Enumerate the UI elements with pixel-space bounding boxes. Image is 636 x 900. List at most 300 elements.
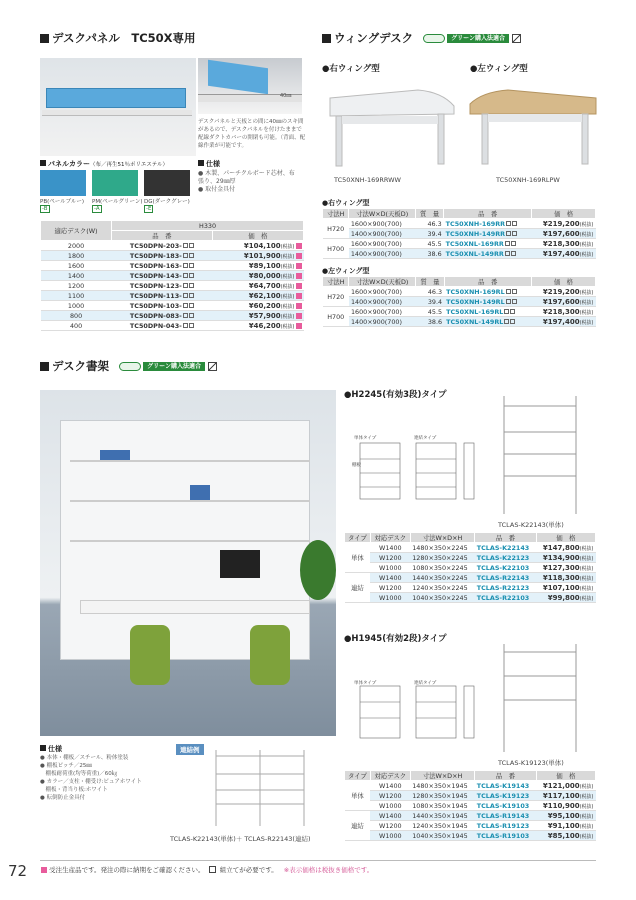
desk-cell: W1200 <box>370 583 410 593</box>
desk-width-cell: 400 <box>41 321 112 331</box>
col-price-header: 価 格 <box>212 231 303 241</box>
product-code-cell: TC50XNL-169RL <box>444 307 531 317</box>
price-cell: ¥118,300(税抜) <box>536 573 595 583</box>
tax-note: (税抜) <box>579 803 594 810</box>
table-row <box>323 239 596 249</box>
product-code-cell: TCLAS-K19143 <box>475 781 536 791</box>
table-row <box>41 321 304 331</box>
tax-note: (税抜) <box>579 319 594 326</box>
product-code-cell: TCLAS-R22103 <box>475 593 536 603</box>
price-cell: ¥134,900(税抜) <box>536 553 595 563</box>
column-header: 寸法W×D(天板D) <box>349 209 416 219</box>
size-cell: 1400×900(700) <box>349 297 416 307</box>
table-row <box>41 311 304 321</box>
shelf-spec-item: ● 棚板ピッチ／25㎜ <box>40 763 92 769</box>
desk-cell: W1400 <box>370 781 410 791</box>
tax-note: (税抜) <box>579 783 594 790</box>
swatch-pm-code: -A <box>94 206 100 212</box>
tax-note: (税抜) <box>280 313 295 320</box>
price-cell: ¥99,800(税抜) <box>536 593 595 603</box>
panel-spec-title: 仕様 <box>198 159 220 169</box>
column-header: 対応デスク <box>370 771 410 781</box>
made-to-order-icon <box>296 323 302 329</box>
panel-photo-note: デスクパネルと天板との間に40㎜のスキ間があるので、デスクパネルを付けたままで配線ダクトカバーの開閉も可能。（背面、配線作業が可能です。 <box>198 119 306 149</box>
tax-note: (税抜) <box>579 251 594 258</box>
size-cell: 1440×350×2245 <box>410 573 475 583</box>
table-row <box>41 291 304 301</box>
tax-note: (税抜) <box>280 243 295 250</box>
price-cell: ¥60,200(税抜) <box>212 301 303 311</box>
tax-note: (税抜) <box>280 323 295 330</box>
type-cell: 単体 <box>345 781 371 811</box>
height-cell: H700 <box>323 307 349 327</box>
eco-leaf-icon <box>423 34 445 43</box>
table-header-row <box>345 533 596 543</box>
column-header: タイプ <box>345 533 371 543</box>
product-code-cell: TCLAS-R19143 <box>475 811 536 821</box>
tax-note: (税抜) <box>280 273 295 280</box>
product-code-cell: TC50XNL-169RR <box>444 239 532 249</box>
table-row <box>345 583 596 593</box>
product-code-cell: TC50DPN-103- <box>112 301 213 311</box>
table-row <box>345 791 596 801</box>
price-cell: ¥219,200(税抜) <box>531 287 595 297</box>
made-to-order-icon <box>296 293 302 299</box>
product-code-cell: TC50XNH-169RR <box>444 219 532 229</box>
size-cell: 1600×900(700) <box>349 219 416 229</box>
table-row <box>323 317 596 327</box>
h1945-price-table <box>344 770 596 841</box>
product-code-cell: TC50DPN-183- <box>112 251 213 261</box>
panel-section-title: デスクパネル TC50X専用 <box>40 30 196 46</box>
color-code-box-icon <box>506 221 511 226</box>
diagram-link-label-2: 連結タイプ <box>414 681 437 686</box>
desk-width-cell: 1600 <box>41 261 112 271</box>
size-cell: 1400×900(700) <box>349 229 416 239</box>
price-cell: ¥91,100(税抜) <box>536 821 595 831</box>
mass-cell: 45.5 <box>415 239 443 249</box>
product-code-cell: TC50DPN-043- <box>112 321 213 331</box>
color-code-box-icon <box>183 273 188 278</box>
table-row <box>323 249 596 259</box>
link-example-image <box>212 746 308 830</box>
eco-leaf-icon <box>119 362 141 371</box>
color-code-box-icon <box>504 309 509 314</box>
h1945-caption: TCLAS-K19123(単体) <box>498 759 564 767</box>
link-example-badge: 連結例 <box>176 744 204 755</box>
swatch-dg-label: DG(ダークグレー) <box>144 199 190 205</box>
diagram-shelf-label: 棚板 <box>352 463 361 468</box>
product-code-cell: TC50DPN-113- <box>112 291 213 301</box>
column-header: 寸法W×D×H <box>410 533 475 543</box>
table-row <box>41 241 304 251</box>
price-cell: ¥62,100(税抜) <box>212 291 303 301</box>
square-bullet-icon <box>40 362 49 371</box>
right-wing-table-heading: ●右ウィング型 <box>322 199 370 207</box>
table-row <box>345 543 596 553</box>
size-cell: 1040×350×1945 <box>410 831 475 841</box>
diagram-link-label: 連結タイプ <box>414 436 437 441</box>
table-header-row <box>345 771 596 781</box>
product-code-cell: TCLAS-K22123 <box>475 553 536 563</box>
color-code-box-icon <box>183 283 188 288</box>
tax-note: (税抜) <box>579 575 594 582</box>
wing-left-title: ●左ウィング型 <box>470 64 528 74</box>
desk-cell: W1000 <box>370 831 410 841</box>
height-cell: H720 <box>323 287 349 307</box>
desk-cell: W1000 <box>370 593 410 603</box>
product-code-cell: TC50XNH-169RL <box>444 287 531 297</box>
color-code-box-icon <box>189 273 194 278</box>
price-cell: ¥219,200(税抜) <box>532 219 596 229</box>
shelf-spec-item: 棚板・背当り板:ホワイト <box>45 787 108 793</box>
tax-note: (税抜) <box>280 253 295 260</box>
price-cell: ¥46,200(税抜) <box>212 321 303 331</box>
col-width-header: 適応デスク(W) <box>41 221 112 241</box>
page-number: 72 <box>8 862 28 880</box>
color-code-box-icon <box>183 243 188 248</box>
table-row <box>345 801 596 811</box>
footer-notes <box>40 865 373 874</box>
color-code-box-icon <box>511 251 516 256</box>
shelf-spec-item: ● カラー／支柱・棚受け:ピュアホワイト <box>40 779 142 785</box>
color-code-box-icon <box>183 253 188 258</box>
h1945-shelf-image <box>500 640 582 756</box>
color-code-box-icon <box>183 313 188 318</box>
color-code-box-icon <box>504 319 509 324</box>
color-code-box-icon <box>189 303 194 308</box>
type-cell: 連結 <box>345 573 371 603</box>
swatch-pb-label: PB(ペールブルー) <box>40 199 85 205</box>
table-row <box>323 297 596 307</box>
column-header: 価 格 <box>531 277 595 287</box>
color-code-box-icon <box>189 253 194 258</box>
column-header: 寸法H <box>323 277 349 287</box>
table-row <box>345 593 596 603</box>
made-to-order-icon <box>296 273 302 279</box>
table-row <box>345 831 596 841</box>
tax-note: (税抜) <box>579 309 594 316</box>
color-code-box-icon <box>506 299 511 304</box>
h2245-title: ●H2245(有効3段)タイプ <box>344 390 447 400</box>
left-wing-table-heading: ●左ウィング型 <box>322 267 370 275</box>
panel-spec-list <box>198 170 298 194</box>
price-cell: ¥197,600(税抜) <box>531 297 595 307</box>
price-cell: ¥218,300(税抜) <box>532 239 596 249</box>
shelf-spec-title: 仕様 <box>40 744 62 754</box>
desk-width-cell: 1000 <box>41 301 112 311</box>
column-header: 品 番 <box>475 771 536 781</box>
table-row <box>345 811 596 821</box>
product-code-cell: TCLAS-R19123 <box>475 821 536 831</box>
mass-cell: 38.6 <box>416 317 444 327</box>
table-row <box>345 573 596 583</box>
color-code-box-icon <box>510 319 515 324</box>
size-cell: 1400×900(700) <box>349 249 416 259</box>
panel-photo-detail <box>198 58 302 114</box>
price-cell: ¥107,100(税抜) <box>536 583 595 593</box>
size-cell: 1480×350×1945 <box>410 781 475 791</box>
product-code-cell: TC50XNL-149RR <box>444 249 532 259</box>
tax-note: (税抜) <box>579 585 594 592</box>
assembly-tool-icon <box>512 34 521 43</box>
swatch-dark-gray <box>144 170 190 196</box>
color-code-box-icon <box>512 221 517 226</box>
size-cell: 1240×350×1945 <box>410 821 475 831</box>
shelf-spec-item: ● 本体・棚板／スチール、粉体塗装 <box>40 755 129 761</box>
size-cell: 1600×900(700) <box>349 307 416 317</box>
wing-section-title: ウィングデスク グリーン購入法適合 <box>322 30 521 46</box>
color-code-box-icon <box>189 263 194 268</box>
price-cell: ¥127,300(税抜) <box>536 563 595 573</box>
assembly-required-icon <box>209 866 216 873</box>
mass-cell: 46.3 <box>416 287 444 297</box>
column-header: 質 量 <box>415 209 443 219</box>
diagram-single-label: 単体タイプ <box>354 436 377 441</box>
price-cell: ¥64,700(税抜) <box>212 281 303 291</box>
price-cell: ¥121,000(税抜) <box>536 781 595 791</box>
size-cell: 1040×350×2245 <box>410 593 475 603</box>
table-row <box>345 553 596 563</box>
right-wing-caption: TC50XNH-169RRWW <box>334 176 401 184</box>
shelf-spec-item: 棚板耐荷重(均等荷重)／60㎏ <box>45 771 118 777</box>
mass-cell: 39.4 <box>416 297 444 307</box>
product-code-cell: TC50DPN-203- <box>112 241 213 251</box>
table-header-row <box>323 277 596 287</box>
tax-note: (税抜) <box>579 833 594 840</box>
shelf-spec-item: ● 転倒防止金具付 <box>40 795 86 801</box>
h2245-price-table <box>344 532 596 603</box>
desk-cell: W1400 <box>370 543 410 553</box>
color-code-box-icon <box>189 313 194 318</box>
table-row <box>345 821 596 831</box>
price-cell: ¥197,400(税抜) <box>531 317 595 327</box>
price-cell: ¥57,900(税抜) <box>212 311 303 321</box>
made-to-order-icon <box>296 243 302 249</box>
mass-cell: 46.3 <box>415 219 443 229</box>
price-cell: ¥147,800(税抜) <box>536 543 595 553</box>
desk-cell: W1200 <box>370 821 410 831</box>
swatch-dg-code: -E <box>146 206 152 212</box>
price-cell: ¥218,300(税抜) <box>531 307 595 317</box>
product-code-cell: TC50DPN-123- <box>112 281 213 291</box>
column-header: タイプ <box>345 771 371 781</box>
product-code-cell: TC50XNL-149RL <box>444 317 531 327</box>
price-cell: ¥80,000(税抜) <box>212 271 303 281</box>
panel-spec-item: ● 木製、パーチクルボード芯材、布張り、29㎜厚 <box>198 170 295 185</box>
tax-note: (税抜) <box>579 813 594 820</box>
office-shelf-photo <box>40 390 336 736</box>
type-cell: 連結 <box>345 811 371 841</box>
color-code-box-icon <box>505 251 510 256</box>
product-code-cell: TC50XNH-149RL <box>444 297 531 307</box>
mass-cell: 38.6 <box>415 249 443 259</box>
color-code-box-icon <box>506 289 511 294</box>
footer-divider <box>40 860 596 861</box>
made-to-order-icon <box>296 303 302 309</box>
size-cell: 1600×900(700) <box>349 239 416 249</box>
mass-cell: 45.5 <box>416 307 444 317</box>
color-code-box-icon <box>510 309 515 314</box>
tax-note: (税抜) <box>579 793 594 800</box>
tax-note: (税抜) <box>579 299 594 306</box>
column-header: 寸法H <box>323 209 349 219</box>
column-header: 品 番 <box>444 209 532 219</box>
table-row <box>41 271 304 281</box>
tax-note: (税抜) <box>579 595 594 602</box>
right-wing-table <box>322 208 596 259</box>
size-cell: 1280×350×1945 <box>410 791 475 801</box>
column-header: 寸法W×D(天板D) <box>349 277 416 287</box>
color-code-box-icon <box>505 241 510 246</box>
color-code-box-icon <box>183 263 188 268</box>
product-code-cell: TC50DPN-143- <box>112 271 213 281</box>
size-cell: 1440×350×1945 <box>410 811 475 821</box>
color-code-box-icon <box>511 241 516 246</box>
column-header: 質 量 <box>416 277 444 287</box>
size-cell: 1280×350×2245 <box>410 553 475 563</box>
tax-note: (税抜) <box>579 289 594 296</box>
height-cell: H720 <box>323 219 349 239</box>
table-row <box>41 251 304 261</box>
left-wing-table <box>322 276 596 327</box>
column-header: 対応デスク <box>370 533 410 543</box>
table-row <box>41 301 304 311</box>
table-row <box>323 287 596 297</box>
table-header-row <box>323 209 596 219</box>
tax-note: (税抜) <box>579 241 594 248</box>
table-row <box>345 563 596 573</box>
product-code-cell: TCLAS-R19103 <box>475 831 536 841</box>
product-code-cell: TCLAS-K22103 <box>475 563 536 573</box>
price-cell: ¥101,900(税抜) <box>212 251 303 261</box>
product-code-cell: TCLAS-K19103 <box>475 801 536 811</box>
product-code-cell: TC50XNH-149RR <box>444 229 532 239</box>
tax-note: (税抜) <box>280 303 295 310</box>
desk-cell: W1000 <box>370 563 410 573</box>
shelf-spec-list <box>40 754 170 802</box>
price-cell: ¥85,100(税抜) <box>536 831 595 841</box>
color-code-box-icon <box>189 293 194 298</box>
color-code-box-icon <box>183 293 188 298</box>
price-cell: ¥117,100(税抜) <box>536 791 595 801</box>
product-code-cell: TC50DPN-083- <box>112 311 213 321</box>
size-cell: 1600×900(700) <box>349 287 416 297</box>
price-cell: ¥110,900(税抜) <box>536 801 595 811</box>
gap-dimension-label: 40㎜ <box>280 93 292 99</box>
desk-width-cell: 1400 <box>41 271 112 281</box>
made-to-order-icon <box>296 313 302 319</box>
desk-width-cell: 1800 <box>41 251 112 261</box>
swatch-pb-code: -B <box>42 206 48 212</box>
product-code-cell: TCLAS-R22143 <box>475 573 536 583</box>
wing-right-title: ●右ウィング型 <box>322 64 380 74</box>
table-row <box>323 219 596 229</box>
diagram-single-label-2: 単体タイプ <box>354 681 377 686</box>
color-code-box-icon <box>512 299 517 304</box>
tax-note: (税抜) <box>579 545 594 552</box>
footer-note-tax: ※表示価格は税抜き価格です。 <box>283 866 374 874</box>
h2245-caption: TCLAS-K22143(単体) <box>498 521 564 529</box>
tax-note: (税抜) <box>579 565 594 572</box>
panel-spec-item: ● 取付金具付 <box>198 186 236 193</box>
size-cell: 1400×900(700) <box>349 317 416 327</box>
size-cell: 1080×350×2245 <box>410 563 475 573</box>
price-cell: ¥104,100(税抜) <box>212 241 303 251</box>
color-code-box-icon <box>183 323 188 328</box>
tax-note: (税抜) <box>280 293 295 300</box>
swatch-pale-blue <box>40 170 86 196</box>
size-cell: 1240×350×2245 <box>410 583 475 593</box>
color-code-box-icon <box>512 231 517 236</box>
desk-width-cell: 1100 <box>41 291 112 301</box>
mass-cell: 39.4 <box>415 229 443 239</box>
color-code-box-icon <box>183 303 188 308</box>
table-row <box>323 229 596 239</box>
panel-price-table <box>40 220 304 331</box>
panel-photo-main <box>40 58 196 156</box>
swatch-pm-label: PM(ペールグリーン) <box>92 199 143 205</box>
tax-note: (税抜) <box>280 263 295 270</box>
panel-color-title: パネルカラー（布／再生51％ポリエステル） <box>40 159 168 169</box>
product-code-cell: TCLAS-R22123 <box>475 583 536 593</box>
made-to-order-icon <box>41 867 47 873</box>
tax-note: (税抜) <box>579 823 594 830</box>
height-cell: H700 <box>323 239 349 259</box>
swatch-pale-green <box>92 170 138 196</box>
footer-note-order: 受注生産品です。発注の際に納期をご確認ください。 <box>49 866 205 874</box>
link-example-caption: TCLAS-K22143(単体)＋ TCLAS-R22143(連結) <box>170 835 311 843</box>
column-header: 寸法W×D×H <box>410 771 475 781</box>
column-header: 価 格 <box>532 209 596 219</box>
column-header: 品 番 <box>475 533 536 543</box>
desk-cell: W1200 <box>370 791 410 801</box>
price-cell: ¥197,600(税抜) <box>532 229 596 239</box>
made-to-order-icon <box>296 253 302 259</box>
desk-width-cell: 1200 <box>41 281 112 291</box>
tax-note: (税抜) <box>280 283 295 290</box>
desk-cell: W1000 <box>370 801 410 811</box>
tax-note: (税抜) <box>579 221 594 228</box>
square-bullet-icon <box>40 34 49 43</box>
price-cell: ¥197,400(税抜) <box>532 249 596 259</box>
green-purchase-badge: グリーン購入法適合 <box>423 34 521 44</box>
table-row <box>41 281 304 291</box>
footer-note-assembly: 組立てが必要です。 <box>219 866 278 874</box>
desk-width-cell: 800 <box>41 311 112 321</box>
assembly-tool-icon <box>208 362 217 371</box>
right-wing-desk-image <box>322 76 462 172</box>
table-row <box>345 781 596 791</box>
product-code-cell: TCLAS-K19123 <box>475 791 536 801</box>
color-code-box-icon <box>189 283 194 288</box>
tax-note: (税抜) <box>579 555 594 562</box>
col-code-header: 品 番 <box>112 231 213 241</box>
price-cell: ¥95,100(税抜) <box>536 811 595 821</box>
desk-cell: W1200 <box>370 553 410 563</box>
made-to-order-icon <box>296 283 302 289</box>
shelf-section-title: デスク書架 グリーン購入法適合 <box>40 358 217 374</box>
product-code-cell: TC50DPN-163- <box>112 261 213 271</box>
desk-cell: W1400 <box>370 573 410 583</box>
column-header: 価 格 <box>536 771 595 781</box>
left-wing-caption: TC50XNH-169RLPW <box>496 176 560 184</box>
color-code-box-icon <box>189 323 194 328</box>
desk-cell: W1400 <box>370 811 410 821</box>
color-code-box-icon <box>506 231 511 236</box>
h2245-shelf-image <box>500 392 582 518</box>
price-cell: ¥89,100(税抜) <box>212 261 303 271</box>
